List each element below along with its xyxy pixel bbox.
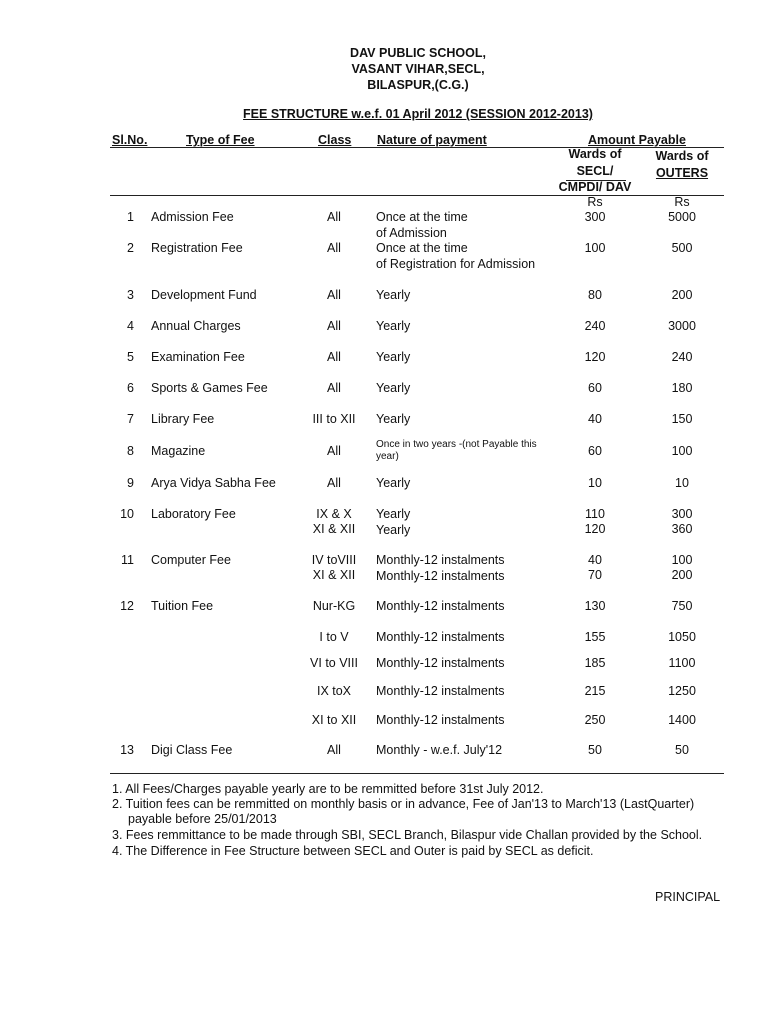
col-outer-line1: Wards of (655, 149, 709, 163)
row-nature: Yearly (376, 507, 411, 521)
row-amount-secl: 60 (588, 381, 602, 395)
col-nature: Nature of payment (377, 133, 487, 147)
row-amount-secl: 110 (585, 507, 605, 521)
note-2: 2. Tuition fees can be remmitted on monthly basis or in advance, Fee of Jan'13 to March'13 (LastQuarter) (112, 797, 695, 811)
row-amount-outer: 3000 (668, 319, 696, 333)
row-amount-outer-2: 360 (671, 522, 693, 536)
row-fee-type: Registration Fee (151, 241, 243, 255)
row-slno: 1 (127, 210, 134, 224)
col-type: Type of Fee (186, 133, 255, 147)
row-class-2: XI & XII (312, 522, 356, 536)
row-slno: 3 (127, 288, 134, 302)
row-amount-outer: 100 (671, 553, 693, 567)
row-amount-outer: 1100 (668, 656, 696, 670)
row-nature: Monthly - w.e.f. July'12 (376, 743, 503, 757)
row-slno: 2 (127, 241, 134, 255)
row-amount-outer-2: 200 (671, 568, 693, 582)
row-amount-outer: 1400 (668, 713, 696, 727)
row-slno: 9 (127, 476, 134, 490)
row-amount-outer: 1050 (668, 630, 696, 644)
row-class: III to XII (312, 412, 356, 426)
row-nature: Monthly-12 instalments (376, 713, 505, 727)
row-fee-type: Tuition Fee (151, 599, 214, 613)
row-nature: Once at the time (376, 210, 468, 224)
row-amount-secl: 130 (584, 599, 606, 613)
row-class-2: XI & XII (312, 568, 356, 582)
row-fee-type: Development Fund (151, 288, 257, 302)
row-class: All (327, 350, 341, 364)
row-amount-secl: 40 (588, 412, 602, 426)
table-row (0, 743, 768, 783)
row-fee-type: Computer Fee (151, 553, 231, 567)
row-amount-secl: 300 (584, 210, 606, 224)
row-nature: Monthly-12 instalments (376, 684, 505, 698)
row-amount-secl: 40 (588, 553, 602, 567)
row-slno: 12 (120, 599, 134, 613)
row-nature: Monthly-12 instalments (376, 656, 505, 670)
row-nature: Monthly-12 instalments (376, 599, 505, 613)
table-row (0, 241, 768, 281)
row-amount-secl: 250 (584, 713, 606, 727)
row-fee-type: Admission Fee (151, 210, 234, 224)
row-class: All (327, 210, 341, 224)
row-slno: 11 (121, 553, 134, 567)
row-amount-secl: 80 (588, 288, 602, 302)
row-amount-secl: 10 (588, 476, 602, 490)
row-class: IX toX (316, 684, 352, 698)
col-outer-line2: OUTERS (655, 166, 709, 180)
row-amount-secl-2: 70 (588, 568, 602, 582)
row-slno: 4 (127, 319, 134, 333)
row-amount-secl: 120 (584, 350, 606, 364)
note-3: 3. Fees remmittance to be made through SBI, SECL Branch, Bilaspur vide Challan provided by the School. (112, 828, 703, 842)
row-nature-note: Once in two years -(not Payable this year) (376, 439, 537, 462)
row-amount-secl: 215 (584, 684, 606, 698)
row-amount-outer: 5000 (668, 210, 696, 224)
row-nature: Yearly (376, 319, 411, 333)
row-slno: 13 (120, 743, 134, 757)
row-class: All (327, 381, 341, 395)
row-nature: Yearly (376, 476, 411, 490)
row-nature-2: Yearly (376, 523, 411, 537)
table-row (0, 507, 768, 547)
note-2-cont: payable before 25/01/2013 (128, 812, 277, 826)
row-amount-outer: 100 (671, 444, 693, 458)
currency-outer: Rs (674, 195, 690, 209)
row-amount-outer: 240 (671, 350, 693, 364)
row-slno: 5 (127, 350, 134, 364)
row-amount-outer: 200 (671, 288, 693, 302)
row-class: IV toVIII (311, 553, 357, 567)
row-nature: Yearly (376, 412, 411, 426)
row-amount-secl: 50 (588, 743, 602, 757)
row-fee-type: Library Fee (151, 412, 215, 426)
note-4: 4. The Difference in Fee Structure between SECL and Outer is paid by SECL as deficit. (112, 844, 594, 858)
row-amount-secl: 155 (584, 630, 606, 644)
row-slno: 10 (120, 507, 134, 521)
col-class: Class (318, 133, 352, 147)
school-name: DAV PUBLIC SCHOOL, (350, 46, 486, 60)
row-fee-type: Digi Class Fee (151, 743, 233, 757)
row-class: All (327, 241, 341, 255)
row-amount-secl: 240 (584, 319, 606, 333)
row-class: All (327, 319, 341, 333)
row-class: All (327, 288, 341, 302)
row-nature: Yearly (376, 288, 411, 302)
row-class: All (327, 743, 341, 757)
row-class: All (327, 476, 341, 490)
row-slno: 6 (127, 381, 134, 395)
col-secl-line3: CMPDI/ DAV (558, 180, 632, 194)
row-fee-type: Examination Fee (151, 350, 245, 364)
row-amount-outer: 750 (671, 599, 693, 613)
table-bottom-rule (110, 773, 724, 774)
row-class: Nur-KG (312, 599, 356, 613)
row-nature: Yearly (376, 381, 411, 395)
col-secl-line2: SECL/ (576, 164, 614, 178)
row-class: XI to XII (311, 713, 357, 727)
col-amount: Amount Payable (588, 133, 686, 147)
row-nature-2: Monthly-12 instalments (376, 569, 505, 583)
row-fee-type: Magazine (151, 444, 206, 458)
row-nature: Once at the time (376, 241, 468, 255)
row-amount-outer: 500 (671, 241, 693, 255)
row-nature-2: of Admission (376, 226, 447, 240)
row-class: VI to VIII (310, 656, 358, 670)
row-slno: 7 (127, 412, 134, 426)
row-class: I to V (319, 630, 349, 644)
school-address-line2: BILASPUR,(C.G.) (367, 78, 469, 92)
note-1: 1. All Fees/Charges payable yearly are to be remmitted before 31st July 2012. (112, 782, 544, 796)
row-amount-outer: 50 (675, 743, 689, 757)
row-nature: Monthly-12 instalments (376, 553, 505, 567)
row-amount-outer: 10 (675, 476, 689, 490)
signature: PRINCIPAL (655, 890, 721, 904)
currency-secl: Rs (587, 195, 603, 209)
row-fee-type: Laboratory Fee (151, 507, 236, 521)
school-address-line1: VASANT VIHAR,SECL, (351, 62, 485, 76)
col-secl-line1: Wards of (568, 147, 622, 161)
row-class: All (327, 444, 341, 458)
row-nature: Yearly (376, 350, 411, 364)
row-amount-outer: 150 (671, 412, 693, 426)
col-slno: Sl.No. (112, 133, 148, 147)
row-fee-type: Annual Charges (151, 319, 241, 333)
row-amount-secl: 185 (584, 656, 606, 670)
row-amount-outer: 300 (671, 507, 693, 521)
row-class: IX & X (316, 507, 352, 521)
row-amount-outer: 180 (671, 381, 693, 395)
row-slno: 8 (127, 444, 134, 458)
row-amount-secl: 60 (588, 444, 602, 458)
document-title: FEE STRUCTURE w.e.f. 01 April 2012 (SESSION 2012-2013) (243, 107, 593, 121)
row-fee-type: Sports & Games Fee (151, 381, 268, 395)
table-row (0, 553, 768, 593)
row-amount-secl: 100 (584, 241, 606, 255)
row-nature-2: of Registration for Admission (376, 257, 536, 271)
row-amount-secl-2: 120 (584, 522, 606, 536)
row-nature: Monthly-12 instalments (376, 630, 505, 644)
row-fee-type: Arya Vidya Sabha Fee (151, 476, 276, 490)
row-amount-outer: 1250 (668, 684, 696, 698)
